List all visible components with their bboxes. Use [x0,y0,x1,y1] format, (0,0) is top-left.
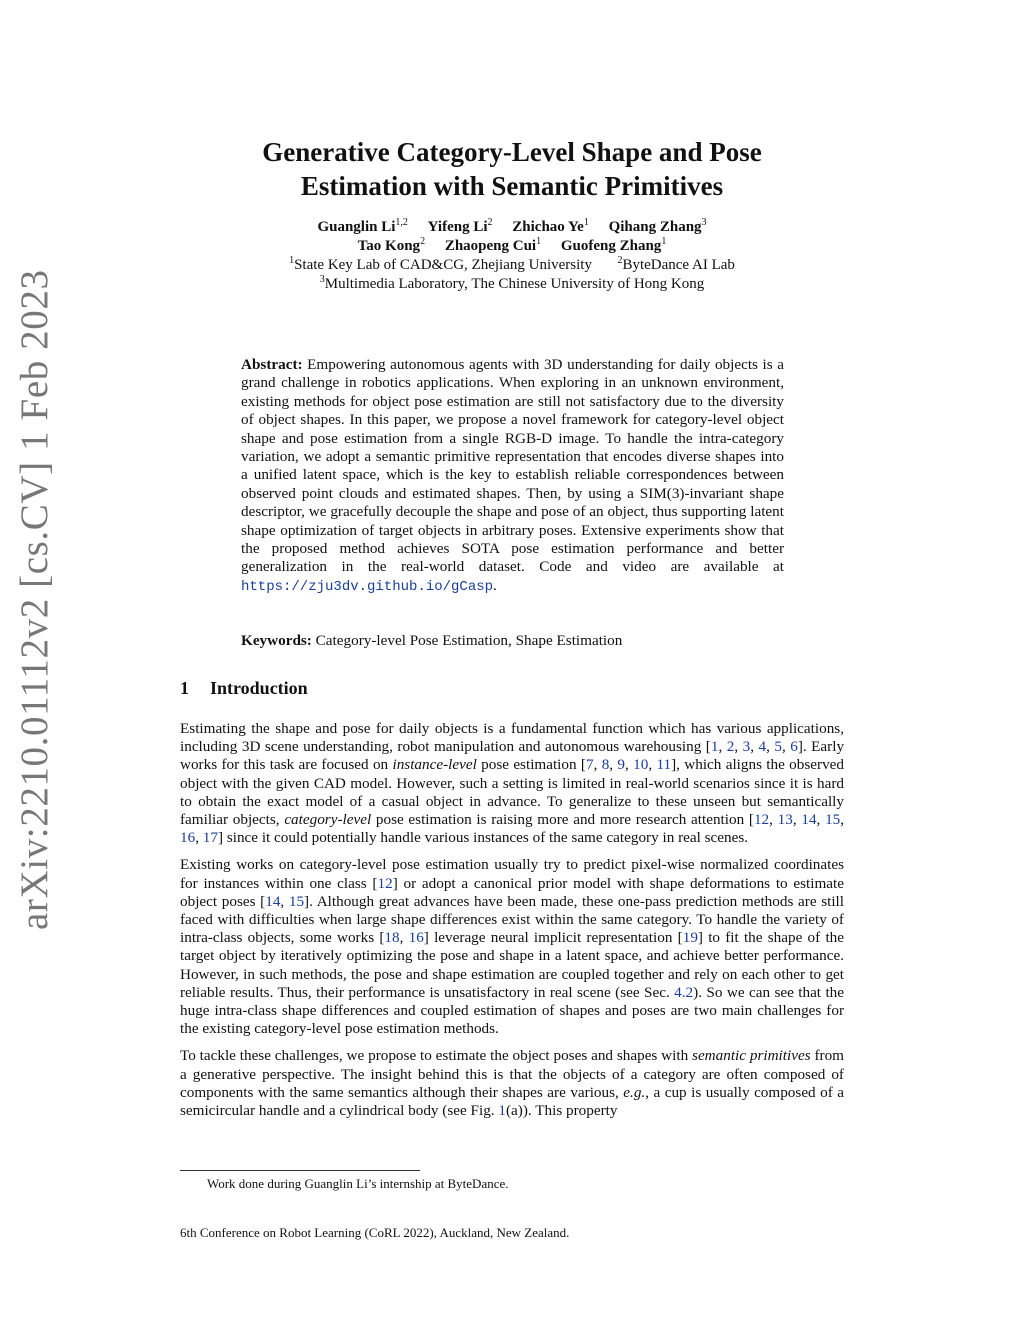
section-number: 1 [180,678,189,698]
section-heading [180,678,308,699]
keywords [241,632,784,650]
author-names-line-1 [180,218,844,237]
figure-ref-link[interactable]: 1 [498,1102,506,1120]
author-name: Tao Kong$^2$ [357,236,426,254]
affiliation: $^2$ByteDance AI Lab [617,255,735,273]
citation-link[interactable]: 14 [265,892,281,910]
paragraph-2: Existing works on category-level pose estimation usually try to predict pixel-wise normalized coordinates for instances within one class [12] or adopt a canonical prior model with shape deformations to estimate object poses [14, 15]. Although great advances have been made, these one-pass prediction methods are still faced with difficulties when large shape differences exist within the same category. To handle the variety of intra-class objects, some works [18, 16] leverage neural implicit representation [19] to fit the shape of the target object by iteratively optimizing the pose and shape in a latent space, and achieve better performance. However, in such methods, the pose and shape estimation are coupled together and rely on each other to get reliable results. Thus, their performance is unsatisfactory in real scene (see Sec. 4.2). So we can see that the huge intra-class shape differences and coupled estimation of shapes and poses are two main challenges for the existing category-level pose estimation methods. [180,856,845,1038]
citation-link[interactable]: 6 [790,738,798,756]
paragraph-3: To tackle these challenges, we propose to estimate the object poses and shapes with semantic primitives from a generative perspective. The insight behind this is that the objects of a category are often composed of components with the same semantics although their shapes are various, e.g., a cup is usually composed of a semicircular handle and a cylindrical body (see Fig. 1(a)). This property [180,1047,844,1120]
citation-link[interactable]: 9 [617,756,626,774]
citation-link[interactable]: 7 [585,756,594,774]
citation-link[interactable]: 18 [384,929,400,947]
citation-link[interactable]: 15 [288,892,305,910]
author-name: Zhichao Ye$^1$ [512,217,589,235]
citation-link[interactable]: 14 [801,811,817,829]
affiliation: $^1$State Key Lab of CAD&CG, Zhejiang University [289,255,592,273]
section-title: Introduction [210,678,308,698]
citation-link[interactable]: 1 [710,738,719,756]
paragraph-1: Estimating the shape and pose for daily objects is a fundamental function which has various applications, including 3D scene understanding, robot manipulation and autonomous warehousing [1, 2, 3, 4, 5, 6]. Early works for this task are focused on instance-level pose estimation [7, 8, 9, 10, 11], which aligns the observed object with the given CAD model. However, such a setting is limited in real-world scenarios since it is hard to obtain the exact model of a casual object in advance. To generalize to these unseen but semantically familiar objects, category-level pose estimation is raising more and more research attention [12, 13, 14, 15, 16, 17] since it could potentially handle various instances of the same category in real scenes. [180,720,845,847]
project-url-link[interactable]: https://zju3dv.github.io/gCasp [241,578,494,595]
abstract-text: Empowering autonomous agents with 3D understanding for daily objects is a grand challenge in robotics applications. When exploring in an unknown environment, existing methods for object pose estimation are still not satisfactory due to the diversity of object shapes. In this paper, we propose a novel framework for category-level object shape and pose estimation from a single RGB-D image. To handle the intra-category variation, we adopt a semantic primitive representation that encodes diverse shapes into a unified latent space, which is the key to establish reliable correspondences between observed point clouds and estimated shapes. Then, by using a SIM(3)-invariant shape descriptor, we gracefully decouple the shape and pose of an object, thus supporting latent shape optimization of target objects in arbitrary poses. Extensive experiments show that the proposed method achieves SOTA pose estimation performance and better generalization in the real-world dataset. Code and video are available at [241,356,784,576]
keywords-label: Keywords: [241,632,312,649]
affiliations-line-1 [180,256,844,275]
author-block [180,218,844,294]
footnote-divider [180,1170,420,1171]
citation-link[interactable]: 4 [758,738,767,756]
section-ref-link[interactable]: 4.2 [674,983,694,1001]
abstract: Abstract: Empowering autonomous agents with 3D understanding for daily objects is a grand challenge in robotics applications. When exploring in an unknown environment, existing methods for object pose estimation are still not satisfactory due to the diversity of object shapes. In this paper, we propose a novel framework for category-level object shape and pose estimation from a single RGB-D image. To handle the intra-category variation, we adopt a semantic primitive representation that encodes diverse shapes into a unified latent space, which is the key to establish reliable correspondences between observed point clouds and estimated shapes. Then, by using a SIM(3)-invariant shape descriptor, we gracefully decouple the shape and pose of an object, thus supporting latent shape optimization of target objects in arbitrary poses. Extensive experiments show that the proposed method achieves SOTA pose estimation performance and better generalization in the real-world dataset. Code and video are available at https://zju3dv.github.io/gCasp. [241,356,784,595]
citation-link[interactable]: 15 [825,811,841,829]
title-line-1: Generative Category-Level Shape and Pose [262,137,762,167]
citation-link[interactable]: 2 [726,738,735,756]
affiliation: $^3$Multimedia Laboratory, The Chinese University of Hong Kong [319,274,705,292]
citation-link[interactable]: 19 [682,929,698,947]
citation-link[interactable]: 11 [656,756,672,774]
paper-title [180,135,844,203]
citation-link[interactable]: 17 [202,829,218,847]
venue-line: 6th Conference on Robot Learning (CoRL 2022), Auckland, New Zealand. [180,1225,570,1240]
citation-link[interactable]: 3 [742,738,751,756]
body-text [180,720,844,1129]
abstract-label: Abstract: [241,356,303,373]
affiliations-line-2 [180,275,844,294]
author-name: Guanglin Li$^{1,2}$ [317,217,408,235]
citation-link[interactable]: 5 [774,738,782,756]
keywords-text: Category-level Pose Estimation, Shape Estimation [315,632,623,649]
author-name: Zhaopeng Cui$^1$ [444,236,542,254]
citation-link[interactable]: 8 [601,756,610,774]
author-name: Qihang Zhang$^3$ [608,217,707,235]
author-name: Guofeng Zhang$^1$ [560,236,667,254]
citation-link[interactable]: 16 [408,929,424,947]
citation-link[interactable]: 16 [180,829,196,847]
title-line-2: Estimation with Semantic Primitives [300,171,724,201]
footnote: Work done during Guanglin Li’s internship at ByteDance. [207,1176,509,1191]
arxiv-side-stamp: arXiv:2210.01112v2 [cs.CV] 1 Feb 2023 [13,269,56,930]
author-names-line-2 [180,237,844,256]
citation-link[interactable]: 12 [753,811,770,829]
citation-link[interactable]: 10 [633,756,649,774]
citation-link[interactable]: 12 [377,874,393,892]
citation-link[interactable]: 13 [777,811,793,829]
author-name: Yifeng Li$^2$ [427,217,493,235]
